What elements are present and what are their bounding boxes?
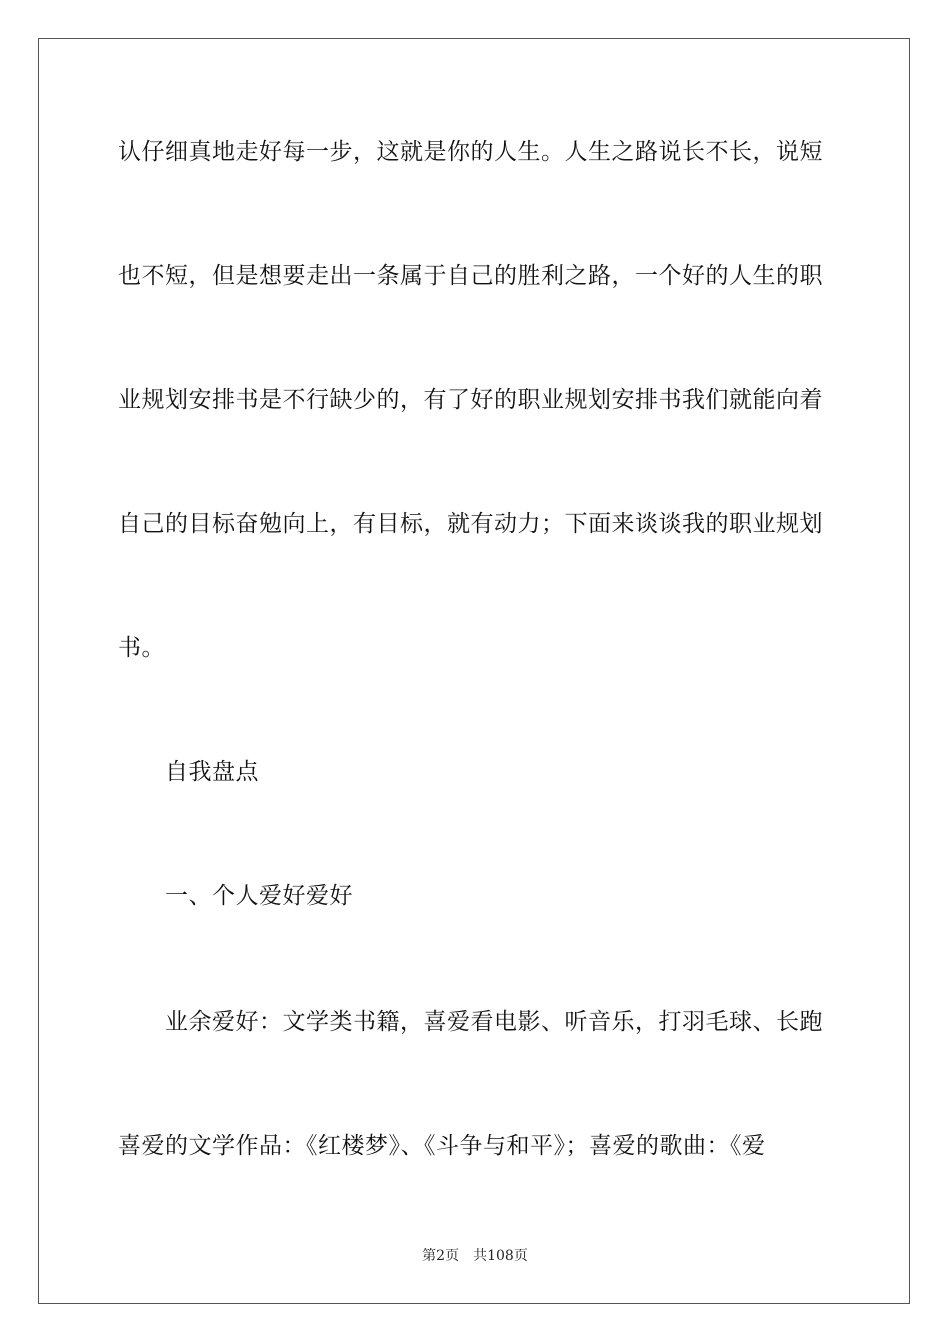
body-text-line: 认仔细真地走好每一步，这就是你的人生。人生之路说长不长，说短 xyxy=(118,139,823,165)
page-total: 共108页 xyxy=(473,1248,528,1264)
section-heading: 自我盘点 xyxy=(165,759,259,785)
body-text-line: 也不短，但是想要走出一条属于自己的胜利之路，一个好的人生的职 xyxy=(118,263,823,289)
body-text-line: 业规划安排书是不行缺少的，有了好的职业规划安排书我们就能向着 xyxy=(118,387,823,413)
page-footer xyxy=(0,1247,950,1265)
page-number: 第2页 xyxy=(422,1248,460,1264)
body-text-line: 喜爱的文学作品：《红楼梦》、《斗争与和平》；喜爱的歌曲：《爱 xyxy=(118,1133,766,1159)
page-border xyxy=(38,38,910,1304)
subsection-heading: 一、个人爱好爱好 xyxy=(165,883,353,909)
body-text-line: 书。 xyxy=(118,635,165,661)
body-text-line: 自己的目标奋勉向上，有目标，就有动力；下面来谈谈我的职业规划 xyxy=(118,511,823,537)
body-text-line: 业余爱好：文学类书籍，喜爱看电影、听音乐，打羽毛球、长跑 xyxy=(165,1009,823,1035)
